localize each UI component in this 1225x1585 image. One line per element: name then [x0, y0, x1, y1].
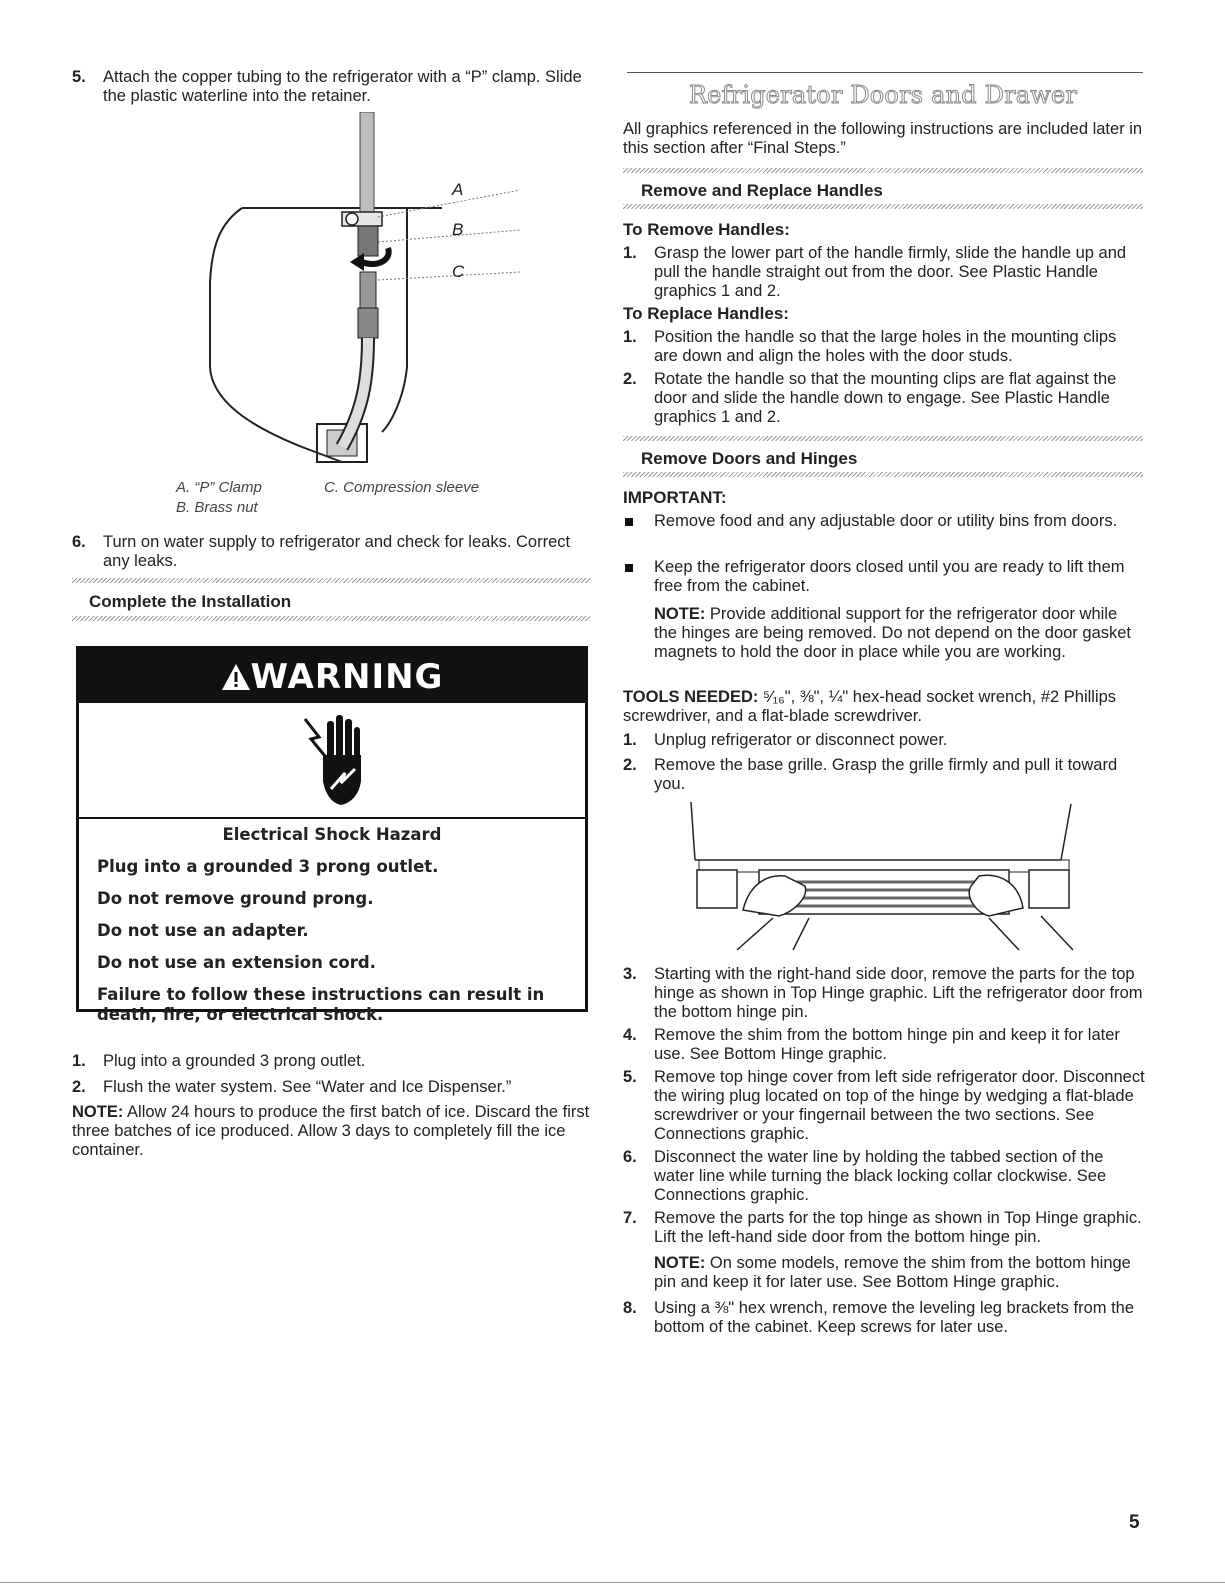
p-clamp-illustration: [192, 112, 532, 472]
remove-handles-label: To Remove Handles:: [623, 220, 790, 239]
note-text: Allow 24 hours to produce the first batch of ice. Discard the first three batches of ice produced. Allow 3 days to completely fill the ice container.: [72, 1103, 590, 1159]
hazard-title: Electrical Shock Hazard: [222, 825, 442, 844]
page-number: 5: [1129, 1512, 1140, 1533]
step-number: 6.: [623, 1148, 637, 1166]
bullet-text: Keep the refrigerator doors closed until you are ready to lift them free from the cabinet.: [654, 558, 1125, 595]
label-b: B: [452, 220, 464, 239]
divider: [623, 436, 1143, 441]
step-5: [72, 68, 592, 106]
step-text: Remove top hinge cover from left side refrigerator door. Disconnect the wiring plug located on top of the hinge by wedging a flat-blade screwdriver or your fingernail between the two sections. See Connections graphic.: [654, 1068, 1145, 1143]
doors-heading: Remove Doors and Hinges: [641, 449, 858, 468]
caption-a: A. “P” Clamp: [176, 479, 262, 496]
step-text: Remove the shim from the bottom hinge pin and keep it for later use. See Bottom Hinge graphic.: [654, 1026, 1120, 1063]
step-number: 6.: [72, 533, 86, 551]
divider: [623, 204, 1143, 209]
divider: [623, 168, 1143, 173]
door-step-4: [623, 1026, 1146, 1064]
step-text: Starting with the right-hand side door, remove the parts for the top hinge as shown in Top Hinge graphic. Lift the refrigerator door from the bottom hinge pin.: [654, 965, 1143, 1021]
step-number: 1.: [72, 1052, 86, 1070]
important-bullet: [623, 558, 1144, 596]
step-number: 5.: [72, 68, 86, 86]
step-number: 1.: [623, 328, 637, 346]
note-text: Provide additional support for the refrigerator door while the hinges are being removed. Do not depend on the door gasket magnets to hold the door in place while you are working.: [654, 605, 1132, 661]
step-text: Disconnect the water line by holding the tabbed section of the water line while turning the black locking collar clockwise. See Connections graphic.: [654, 1148, 1107, 1204]
step-text: Turn on water supply to refrigerator and check for leaks. Correct any leaks.: [103, 533, 571, 570]
base-grille-illustration: [689, 800, 1079, 952]
step-text: Remove the parts for the top hinge as shown in Top Hinge graphic. Lift the left-hand side door from the bottom hinge pin.: [654, 1209, 1142, 1246]
warning-header: [79, 649, 585, 703]
step-text: Using a ⅜" hex wrench, remove the leveling leg brackets from the bottom of the cabinet. Keep screws for later use.: [654, 1299, 1135, 1336]
warning-triangle-icon: [221, 663, 251, 691]
label-c: C: [452, 262, 465, 281]
caption-c: C. Compression sleeve: [324, 479, 480, 496]
remove-handles-step-1: [623, 244, 1144, 301]
warning-line: Do not use an adapter.: [97, 921, 309, 940]
bullet-text: Remove food and any adjustable door or utility bins from doors.: [654, 512, 1118, 530]
warning-line: Do not use an extension cord.: [97, 953, 376, 972]
tools-label: TOOLS NEEDED:: [623, 688, 759, 706]
tools-text: ⁵⁄₁₆", ⅜", ¼" hex-head socket wrench, #2 Phillips screwdriver, and a flat-blade screwdriver.: [623, 688, 1117, 725]
door-support-note: [654, 605, 1144, 662]
important-label: IMPORTANT:: [623, 488, 727, 507]
tools-needed: [623, 688, 1148, 726]
step-text: Grasp the lower part of the handle firmly, slide the handle up and pull the handle straight out from the door. See Plastic Handle graphics 1 and 2.: [654, 244, 1127, 300]
note-text: On some models, remove the shim from the bottom hinge pin and keep it for later use. See Bottom Hinge graphic.: [654, 1254, 1131, 1291]
electric-shock-hand-icon: [301, 711, 371, 811]
step-text: Attach the copper tubing to the refrigerator with a “P” clamp. Slide the plastic waterline into the retainer.: [103, 68, 582, 105]
label-a: A: [452, 180, 464, 199]
bullet-icon: [625, 564, 633, 572]
note-label: NOTE:: [654, 605, 706, 623]
ice-note: [72, 1103, 592, 1160]
section-title: Refrigerator Doors and Drawer: [688, 81, 1078, 109]
replace-handles-step-2: [623, 370, 1144, 427]
warning-line: Plug into a grounded 3 prong outlet.: [97, 857, 439, 876]
warning-box: [76, 646, 588, 1024]
step-text: Rotate the handle so that the mounting clips are flat against the door and slide the handle down to engage. See Plastic Handle graphics 1 and 2.: [654, 370, 1117, 426]
replace-handles-label: To Replace Handles:: [623, 304, 789, 323]
step-number: 2.: [72, 1078, 86, 1096]
warning-line: Do not remove ground prong.: [97, 889, 374, 908]
bullet-icon: [625, 518, 633, 526]
important-bullet: [623, 512, 1144, 531]
replace-handles-step-1: [623, 328, 1144, 366]
note-label: NOTE:: [654, 1254, 706, 1272]
step-number: 1.: [623, 731, 637, 749]
step-number: 4.: [623, 1026, 637, 1044]
shim-note: [654, 1254, 1146, 1292]
step-number: 7.: [623, 1209, 637, 1227]
step-number: 2.: [623, 756, 637, 774]
divider: [72, 578, 590, 583]
door-step-1: [623, 731, 1144, 750]
door-step-8: [623, 1299, 1146, 1337]
step-text: Unplug refrigerator or disconnect power.: [654, 731, 948, 749]
step-number: 5.: [623, 1068, 637, 1086]
step-number: 8.: [623, 1299, 637, 1317]
step-text: Remove the base grille. Grasp the grille firmly and pull it toward you.: [654, 756, 1118, 793]
door-step-5: [623, 1068, 1146, 1144]
section-rule: [627, 72, 1143, 73]
complete-installation-heading: Complete the Installation: [89, 592, 292, 611]
step-6: [72, 533, 592, 571]
door-step-7: [623, 1209, 1146, 1247]
warning-line: Failure to follow these instructions can result in death, fire, or electrical shock.: [97, 985, 545, 1024]
handles-heading: Remove and Replace Handles: [641, 181, 883, 200]
step-number: 3.: [623, 965, 637, 983]
intro-text: All graphics referenced in the following instructions are included later in this section after “Final Steps.”: [623, 120, 1143, 157]
divider: [623, 472, 1143, 477]
final-step-2: [72, 1078, 592, 1097]
final-step-1: [72, 1052, 592, 1071]
door-step-3: [623, 965, 1146, 1022]
caption-b: B. Brass nut: [176, 499, 258, 516]
step-text: Flush the water system. See “Water and Ice Dispenser.”: [103, 1078, 512, 1096]
warning-title: WARNING: [250, 657, 444, 697]
page-bottom-rule: [0, 1582, 1225, 1583]
step-text: Position the handle so that the large holes in the mounting clips are down and align the holes with the door studs.: [654, 328, 1117, 365]
step-text: Plug into a grounded 3 prong outlet.: [103, 1052, 366, 1070]
divider: [72, 616, 590, 621]
step-number: 1.: [623, 244, 637, 262]
door-step-6: [623, 1148, 1146, 1205]
note-label: NOTE:: [72, 1103, 124, 1121]
step-number: 2.: [623, 370, 637, 388]
door-step-2: [623, 756, 1144, 794]
warning-icon-area: [79, 703, 585, 819]
